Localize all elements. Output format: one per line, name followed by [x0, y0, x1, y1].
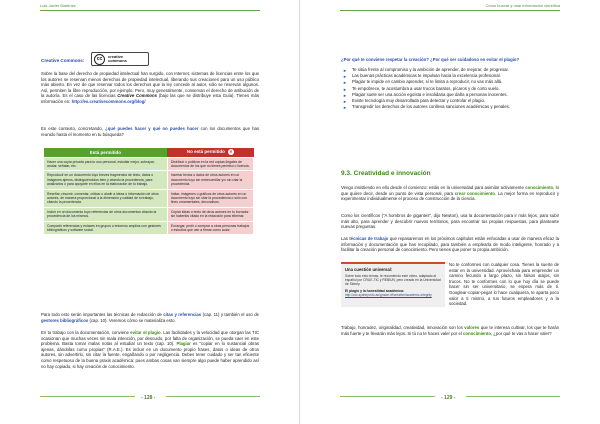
callout-label: El plagio y la honestidad académica:	[345, 288, 405, 293]
list-item: ► Plagiar te impide en cambio aprender, sí te limita a reproducir, no vas más allá.	[343, 79, 503, 86]
cc-heading: Creative Commons:	[41, 58, 85, 63]
forbidden-cell: Imitar, imágenes o gráficos de otros autores en un documento tuyo sin citar la procedencia o sólo con fines ornamentales, decorativos.	[167, 189, 253, 207]
giants-paragraph: Como los científicos ("A hombros de gigantes", dijo Newton), usa la documentación para ir más lejos, para subir más alto, para aprender y descubrir nuevos territorios, para encontrar tus propias respuestas, para plantearte nuevas preguntas.	[341, 213, 559, 230]
permitted-cell: Reseñar, resumir, comentar, criticar o aludir a ideas o información de otros autores, de manera proporcional a la dimensión y calidad de tu trabajo, citando la procedencia.	[44, 189, 168, 207]
table-row	[44, 157, 254, 171]
table-row	[44, 221, 254, 235]
header-rule-left	[40, 10, 260, 11]
table-row	[44, 189, 254, 207]
table-row	[44, 171, 254, 189]
cc-link[interactable]: http://es.creativecommons.org/blog/	[71, 98, 146, 104]
bullet-arrow-icon: ►	[343, 80, 347, 86]
bullet-arrow-icon: ►	[343, 86, 347, 92]
bullet-arrow-icon: ►	[343, 74, 347, 80]
page-number-right: - 129 -	[441, 395, 456, 401]
list-item: ► Te empobrece, te acostumbra a usar trucos baratos, pícaros y de corto vuelo.	[343, 85, 500, 92]
list-item: ► Te sitúa frente al compromiso y la ambición de aprender, de mejorar, de progresar.	[343, 67, 509, 73]
running-head-right: Cómo buscar y usar información científica	[485, 3, 560, 8]
cc-paragraph: Sobre la base del derecho de propiedad intelectual han surgido, con Internet, sistemas de licencias entre los que los autores se reservan menos derechos de propiedad intelectual, liberando sus creaciones para un uso público más abierto. En vez de que reservar todos los derechos que la ley concede al autor, sólo se reservan algunos. Así, permiten la libre reproducción, por ejemplo. Pero, muy generalmente, conservan el derecho de atribución de la autoría. Es el caso de las licencias Creative Commons (bajo las que se distribuye esta Guía). Tienes más información en: http://es.creativecommons.org/blog/	[41, 71, 259, 104]
forbidden-cell: Distribuir o publicar en la red copias ilegales de documentos de los que no tienes permiso o licencia.	[167, 157, 253, 171]
page-number-left: - 128 -	[141, 395, 156, 401]
bullet-arrow-icon: ►	[343, 92, 347, 98]
cc-logo	[91, 52, 149, 66]
why-respect-heading: ¿Por qué te conviene respetar la creación? ¿Por qué ser cuidadoso en evitar el plagio?	[341, 57, 520, 62]
header-forbidden: No está permitido ✕	[167, 148, 253, 157]
section-heading: 9.3. Creatividad e innovación	[341, 170, 431, 177]
right-page	[300, 0, 600, 424]
forbidden-cell: Insertar textos o datos de otros autores en un documento tuyo sin entrecomillar y/o sin citar la procedencia.	[167, 171, 253, 189]
no-conform-paragraph: No te conformes con cualquier cosa. Tienes la suerte de estar en la universidad. Aprovéchala para emprender un camino fecundo a largo plazo, sin falsos atajos, sin trucos. No te conformes con lo que hoy día se puede hacer sin ser universitario, se espera más de ti. Googlear-copiar-pegar lo hace cualquiera, te aparta poco valor a ti mismo, a tus futuros empleadores y a la sociedad.	[449, 262, 559, 307]
callout-title: Una cuestión universal:	[345, 267, 393, 272]
citations-link[interactable]: citas y referencias	[163, 312, 202, 317]
footer-rule-left-b	[166, 396, 260, 397]
footer-rule-right-a	[340, 396, 435, 397]
cc-circle-icon: cc	[94, 54, 105, 65]
bullet-arrow-icon: ►	[343, 105, 347, 111]
permitted-cell: Reproducir en un documento tuyo breves fragmentos de texto, datos o imágenes ajenos, distinguiéndolos bien y citando la procedencia, para analizarlos o para apoyarte en ellos en la elaboración de tu trabajo.	[44, 171, 168, 189]
table-row	[44, 207, 254, 221]
running-head-left: Luis Javier Martínez	[40, 3, 76, 8]
header-rule-right	[340, 10, 560, 11]
plagiarism-paragraph: En tu trabajo con la documentación, conviene evitar el plagio. Las facilidades y la velocidad que otorgan las TIC ocasionan que muchas veces sin mala intención, por descuido, por falta de organización, se pueda caer en este problema. Basta tomar malas notas al estudiar un texto (cap. 10). Plagiar es "copiar en lo sustancial obras ajenas, dándolas como propias" (R.A.E.). Es incluir en un documento propio frases, datos o ideas de otros autores, sin advertirlo, sin citar la fuente, engañando o por negligencia. Debes tener cuidado y ser tan eficiente como respetuoso de la buena praxis académica: pues ambas cosas van siempre algo puede haber aprendido así no hay copiado, si hay creación de conocimiento.	[41, 330, 259, 369]
list-item: ► Las buenas prácticas académicas te impulsan hacia la excelencia profesional.	[343, 73, 501, 80]
header-permitted: Está permitido	[44, 148, 168, 157]
list-item: ► Existe tecnología muy desarrollada para detectar y controlar el plagio.	[343, 98, 486, 105]
reasons-list	[343, 67, 559, 110]
citations-paragraph: Para todo esto serán importantes las técnicas de redacción de citas y referencias (cap. 11) y también el uso de gestores bibliográficos (cap. 10). Veremos cómo se materializa esto.	[41, 312, 259, 323]
forbidden-cell: Copiar ideas o texto de otros autores en tu borrador sin haberlos citado en la redacción para eliminar.	[167, 207, 253, 221]
values-paragraph: Trabajo, honradez, originalidad, creatividad, innovación son los valores que te interesa cultivar, los que te harán más fuerte y te llevarán más lejos. Si tú no te haces valer por el conocimiento, ¿por qué te vas a hacer valer?	[341, 325, 559, 336]
list-item: ► Plagiar suele ser una acción egoísta e insolidaria que daña a personas inocentes.	[343, 91, 508, 98]
bullet-arrow-icon: ►	[343, 99, 347, 105]
context-paragraph: En este contexto, concretando, ¿qué puedes hacer y qué no puedes hacer con los documentos que has reunido hasta el momento en tu búsqueda?	[41, 126, 259, 137]
techniques-paragraph: Las técnicas de trabajo que repasaremos en los próximos capítulos están enfocadas a usar de manera eficaz la información y documentación que has recopilado, para también a emplearla de modo inteligente, honrado y a facilitar la creación personal de conocimiento. Pero tienes que poner tu propia ambición.	[341, 236, 559, 253]
permission-table	[43, 148, 254, 235]
cc-logo-line2: commons	[108, 58, 127, 63]
video-link[interactable]: http://ccc.sydney.edu.au/gnswn.rtf/creative/academic-integrity	[345, 292, 432, 297]
forbidden-cell: Encargar, pedir o comprar a otras personas trabajos o estudios que van a firmar como autor.	[167, 221, 253, 235]
footer-rule-left-a	[40, 396, 135, 397]
permitted-cell: Incluir en un documento tuyo referencias de otros documentos citando la procedencia de los mismos.	[44, 207, 168, 221]
footer-rule-right-b	[466, 396, 560, 397]
permitted-cell: Compartir referencias y enlaces en grupos o entornos amplios con gestores bibliográficos y software social.	[44, 221, 168, 235]
managers-link[interactable]: gestores bibliográficos	[41, 317, 89, 323]
cc-logo-line1: creative	[108, 53, 124, 59]
bullet-arrow-icon: ►	[343, 68, 347, 73]
video-callout	[341, 262, 445, 307]
creativity-paragraph: Vengo insistiendo en ello desde el comienzo: estás en la universidad para asimilar activamente conocimiento, lo que quiere decir, desde un punto de vista personal, para crear conocimiento. La mejor forma es reproducir y experimentar individualmente el proceso de construcción de la ciencia.	[341, 185, 559, 202]
forbidden-icon: ✕	[229, 149, 233, 155]
list-item: ► Transgredir los derechos de los autores conlleva sanciones académicas y penales.	[343, 104, 510, 111]
permitted-cell: Hacer una copia privada para tu uso personal, estudiar mejor, subrayar, anotar, señalar, etc.	[44, 157, 168, 171]
callout-text: Sobre todo esto temas, te recomiendo este vídeo, adaptado al español por CRUE-TIC y REBIUN, pero creado en la Universidad de Sidney.	[345, 274, 441, 287]
